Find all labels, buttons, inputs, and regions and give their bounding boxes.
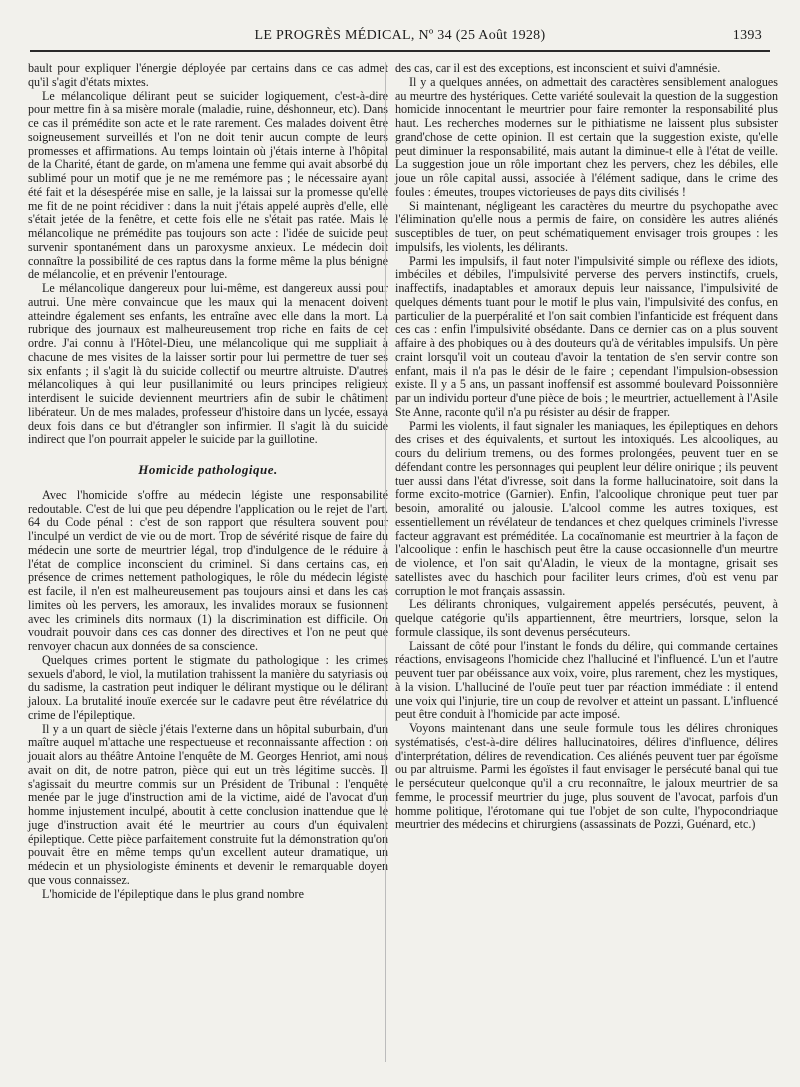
journal-title: LE PROGRÈS MÉDICAL, Nº 34 (25 Août 1928) <box>254 28 546 43</box>
paragraph: Si maintenant, négligeant les caractères du meurtre du psychopathe avec l'élimination qu'elle nous a permis de faire, on considère les autres aliénés susceptibles de tuer, on peut schématiquement envisager trois groupes : les impulsifs, les violents, les délirants. <box>395 198 778 254</box>
page-number: 1393 <box>732 28 762 43</box>
paragraph: bault pour expliquer l'énergie déployée par certains dans ce cas admet qu'il s'agit d'états mixtes. <box>28 61 388 89</box>
paragraph: Avec l'homicide s'offre au médecin légiste une responsabilité redoutable. C'est de lui que peu dépendre l'application ou le rejet de l'art. 64 du Code pénal : c'est de son rapport que résultera souvent pour l'inculpé un verdict de vie ou de mort. Trop de sévérité risque de faire du médecin une sorte de meurtrier légal, trop d'indulgence de le réduire à l'état de complice inconscient du criminel. Si dans certains cas, en présence de crimes nettement pathologiques, le rôle du médecin légiste est facile, il n'en est malheureusement pas toujours ainsi et dans les cas limites où les pervers, les amoraux, les invalides moraux se fusionnent avec les criminels dits normaux (1) la discrimination est difficile. On voudrait pouvoir dans ces cas donner des directives et l'on ne peut que renvoyer chacun aux données de sa conscience. <box>28 487 388 653</box>
running-header <box>30 28 770 50</box>
left-column <box>28 62 388 901</box>
paragraph: Parmi les violents, il faut signaler les maniaques, les épileptiques en dehors des crises et des équivalents, et surtout les intoxiqués. Les alcooliques, au cours du delirium tremens, ou des formes prolongées, peuvent tuer en se défendant contre les personnages qui peuplent leur délire onirique ; ils peuvent tuer aussi dans l'état d'ivresse, soit dans la forme hallucinatoire, soit dans la forme excito-motrice (Garnier). Enfin, l'alcoolique chronique peut tuer par besoin, amoralité ou jalousie. L'alcool comme les autres toxiques, est essentiellement un révélateur de tendances et chez quelques criminels l'ivresse facteur aggravant est préméditée. La cocaïnomanie est meurtrier à la façon de l'alcoolique : enfin le haschisch peut être la cause occasionnelle d'un meurtre de violence, et l'on sait qu'Aladin, le vieux de la montagne, grisait ses satellistes avec du haschich pour faciliter leurs crimes, d'où est venu par corruption le mot français assassin. <box>395 418 778 598</box>
paragraph: Il y a quelques années, on admettait des caractères sensiblement analogues au meurtre des hystériques. Cette variété soulevait la question de la suggestion homicide innocentant le meurtrier pour faire remonter la responsabilité plus haut. Les recherches modernes sur le pithiatisme ne laissent plus subsister grand'chose de cette opinion. Il est certain que la suggestion existe, qu'elle peut diminuer la responsabilité, mais autant la diminue-t elle à l'état de veille. La suggestion joue un rôle important chez les pervers, chez les débiles, elle joue un rôle capital aussi, associée à l'élément sadique, dans le crime des foules : émeutes, troupes victorieuses de pays dits civilisés ! <box>395 74 778 199</box>
column-divider <box>385 62 386 1062</box>
paragraph: Laissant de côté pour l'instant le fonds du délire, qui commande certaines réactions, envisageons l'homicide chez l'halluciné et l'influencé. L'un et l'autre peuvent tuer par obéissance aux voix, voire, plus rarement, chez les mystiques, à la vision. L'halluciné de l'ouïe peut tuer par réaction immédiate : il entend une voix qui l'injurie, tire un coup de revolver et atteint un passant. L'influencé peut être conduit à l'homicide par acte imposé. <box>395 638 778 722</box>
paragraph: Les délirants chroniques, vulgairement appelés persécutés, peuvent, à quelque catégorie qu'ils appartiennent, être meurtriers, lorsque, selon la formule classique, ils sont devenus persécuteurs. <box>395 597 778 639</box>
paragraph: Le mélancolique dangereux pour lui-même, est dangereux aussi pour autrui. Une mère convaincue que les maux qui la menacent doivent atteindre également ses enfants, les entraîne avec elle dans la mort. La rubrique des journaux est malheureusement trop riche en faits de cet ordre. J'ai connu à l'Hôtel-Dieu, une mélancolique qui me suppliait à chacune de mes visites de la laisser sortir pour lui permettre de tuer ses six enfants ; il s'agit là du suicide collectif ou meurtre altruiste. D'autres mélancoliques à qui leur pusillanimité ou leurs principes religieux interdisent le suicide deviennent meurtriers afin de subir le châtiment libérateur. Un de mes malades, professeur d'histoire dans un lycée, essaya deux fois dans ce but d'étrangler son infirmier. Il s'agit là du suicide indirect que l'on pourrait appeler le suicide par la guillotine. <box>28 281 388 447</box>
paragraph: L'homicide de l'épileptique dans le plus grand nombre <box>42 886 304 901</box>
section-heading: Homicide pathologique. <box>138 462 278 477</box>
paragraph: Il y a un quart de siècle j'étais l'externe dans un hôpital suburbain, d'un maître auquel m'attache une respectueuse et reconnaissante affection : on jouait alors au théâtre Antoine l'enquête de M. Georges Henriot, ami nous avait on dit, de notre patron, pièce qui eut un très légitime succès. Il s'agissait du meurtre commis sur un Président de Tribunal : l'enquête menée par le juge d'instruction ami de la victime, aidé de l'avocat d'un homme injustement inculpé, aboutit à cette conclusion inattendue que le juge d'instruction avait été le meurtrier au cours d'un équivalent épileptique. Cette pièce parfaitement construite fut la démonstration qu'on pouvait être en même temps qu'un excellent auteur dramatique, un médecin et un physiologiste éminents et devenir le remarquable doyen que vous connaissez. <box>28 721 388 887</box>
paragraph: des cas, car il est des exceptions, est inconscient et suivi d'amnésie. <box>395 61 721 75</box>
paragraph: Voyons maintenant dans une seule formule tous les délires chroniques systématisés, c'est-à-dire délires hallucinatoires, délires d'influence, délires d'interprétation, délires de revendication. Ces aliénés peuvent tuer par égoïsme ou par altruisme. Parmi les égoïstes il faut envisager le persécuté banal qui tue le persécuteur quelconque qu'il a cru reconnaître, le jaloux meurtrier de sa femme, le processif meurtrier du juge, plus souvent de l'avocat, parfois d'un homme politique, l'érotomane qui tue l'objet de son culte, l'hypocondriaque meurtrier des médecins et chirurgiens (assassinats de Pozzi, Guénard, etc.) <box>395 721 778 832</box>
paragraph: Le mélancolique délirant peut se suicider logiquement, c'est-à-dire pour mettre fin à sa misère morale (maladie, ruine, déshonneur, etc). Dans ce cas il prémédite son acte et le rate rarement. Ces malades doivent être soigneusement surveillés et l'on ne doit tenir aucun compte de leurs promesses et affirmations. Au temps lointain où j'étais interne à l'hôpital de la Charité, étant de garde, on m'amena une femme qui avait absorbé du sublimé pour un motif que je ne me remémore pas ; le nécessaire ayant été fait et la désespérée mise en salle, je la laissai sur la promesse qu'elle me fit de ne point récidiver : dans la nuit j'étais appelé auprès d'elle, elle s'était jetée de la fenêtre, et cette fois elle ne s'était pas ratée. Mais le mélancolique ne prémédite pas toujours son acte : l'idée de suicide peut survenir spontanément dans un paroxysme anxieux. Le médecin doit connaître la possibilité de ces raptus dans la forme même la plus bénigne de mélancolie, et en prévenir l'entourage. <box>28 88 388 282</box>
right-column <box>395 62 778 832</box>
paragraph: Quelques crimes portent le stigmate du pathologique : les crimes sexuels d'abord, le viol, la mutilation trahissent la manière du satyriasis ou du sadisme, la castration peut indiquer le délirant mystique ou le délirant jaloux. La brutalité inouïe exercée sur le cadavre peut être révélatrice du crime de l'épileptique. <box>28 652 388 722</box>
paragraph: Parmi les impulsifs, il faut noter l'impulsivité simple ou réflexe des idiots, imbéciles et débiles, l'impulsivité perverse des pervers instinctifs, cruels, inaffectifs, inadaptables et amoraux depuis leur naissance, l'impulsivité de quelques déments tuant pour le motif le plus vain, l'impulsivité des confus, en particulier de la puerpéralité et l'on sait combien l'infanticide est fréquent dans ces cas : enfin l'impulsivité obsédante. Dans ce dernier cas on a plus souvent affaire à des phobiques ou à des douteurs qu'à de véritables impulsifs. Un père craint lorsqu'il voit un couteau d'avoir la tentation de s'en servir contre son enfant, mais il n'a pas le désir de le faire ; cependant l'impulsion-obsession existe. Il y a 5 ans, un passant inoffensif est assommé boulevard Poissonnière par un individu porteur d'une pièce de bois ; le meurtrier, actuellement à l'Asile Ste Anne, raconte qu'il n'a pu résister au désir de frapper. <box>395 253 778 419</box>
header-rule <box>30 50 770 52</box>
